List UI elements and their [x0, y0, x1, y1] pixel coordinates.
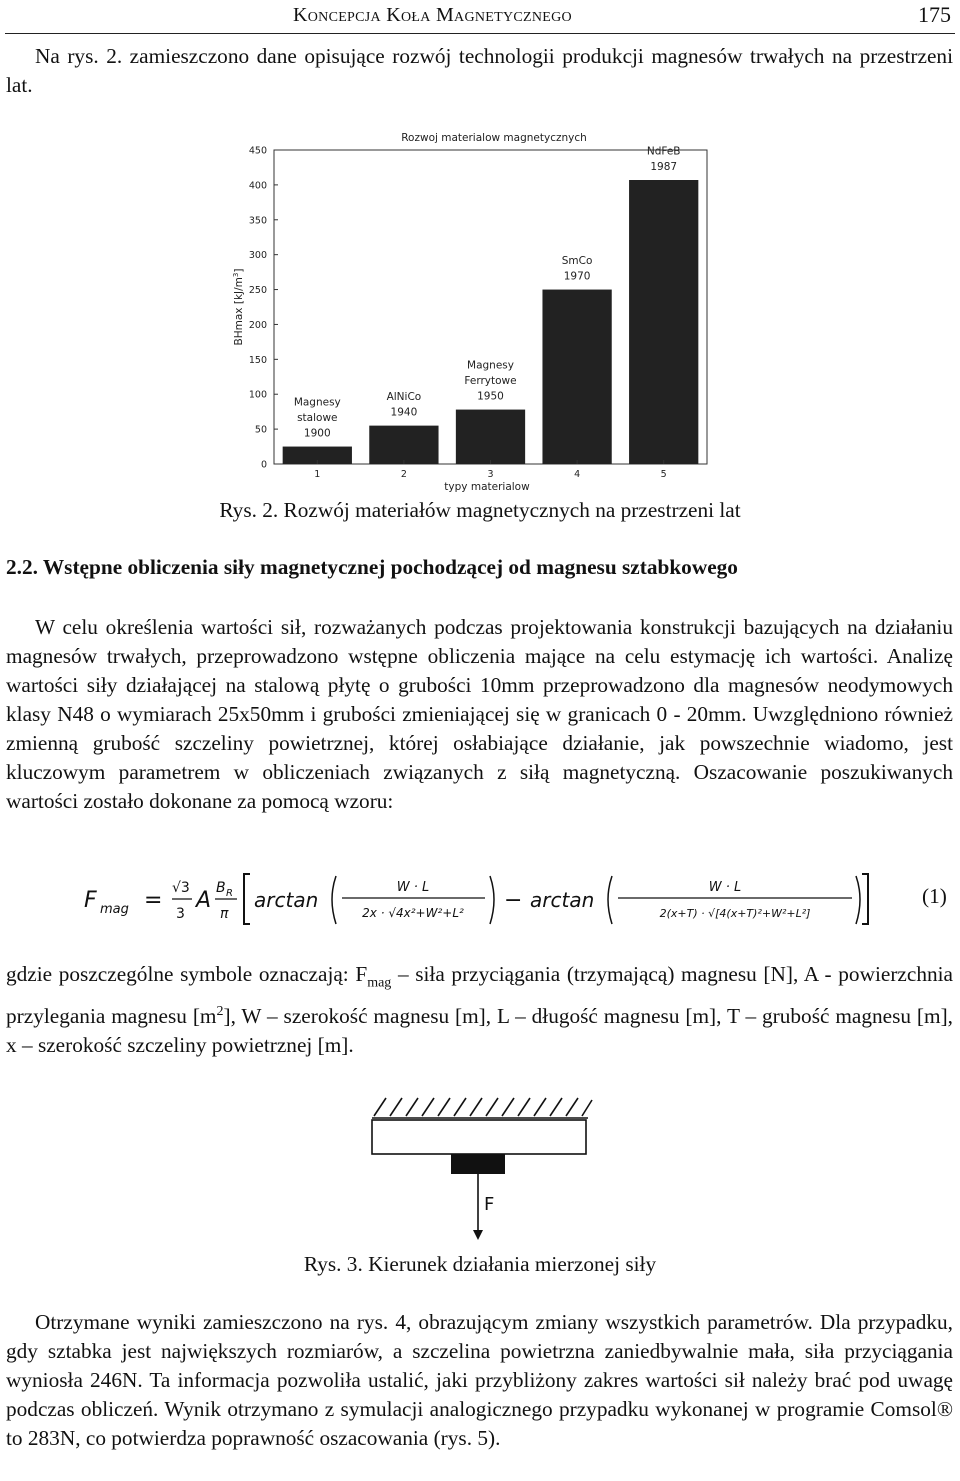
force-direction-diagram — [360, 1090, 600, 1250]
paragraph-symbols — [6, 960, 953, 1060]
eq-den-1: 2x · √4x²+W²+L² — [362, 906, 464, 920]
eq-Br: B — [216, 880, 226, 896]
y-tick-label: 300 — [248, 250, 267, 262]
symbols-sub: mag — [367, 975, 392, 991]
figure-2-caption: Rys. 2. Rozwój materiałów magnetycznych na przestrzeni lat — [219, 498, 741, 522]
force-arrow-head — [473, 1230, 483, 1240]
eq-paren-close-1 — [490, 876, 494, 924]
symbols-sup: 2 — [216, 1004, 224, 1020]
eq-left-bracket — [244, 874, 250, 924]
x-tick-label: 5 — [660, 469, 667, 480]
y-axis-label-sup: 3 — [232, 272, 240, 278]
bar-label: Magnesy — [293, 396, 341, 409]
eq-den-2: 2(x+T) · √[4(x+T)²+W²+L²] — [659, 907, 811, 920]
bar-label: 1940 — [390, 406, 418, 419]
bar-label: Magnesy — [467, 359, 514, 372]
bar-label: 1950 — [477, 390, 504, 403]
eq-lhs-sub: mag — [100, 902, 129, 917]
paragraph-method: W celu określenia wartości sił, rozważanych podczas projektowania konstrukcji bazujących na działaniu magnesów trwałych, przeprowadzono wstępne obliczenia mające na celu estymację ich wartości. Analizę wartości siły działającej na stalową płytę o grubości 10mm przeprowadzono dla magnesów neodymowych klasy N48 o wymiarach 25x50mm i grubości zmieniającej się w granicach 0 - 20mm. Uwzględniono również zmienną grubość szczeliny powietrznej, której osłabiające działanie, jak powszechnie wiadomo, jest kluczowym parametrem w obliczeniach związanych z siłą magnetyczną. Oszacowanie poszukiwanych wartości zostało dokonane za pomocą wzoru: — [6, 615, 953, 813]
bar-label: NdFeB — [646, 145, 681, 158]
x-axis-label: typy materialow — [444, 481, 530, 493]
x-tick-label: 1 — [314, 469, 321, 480]
y-tick-label: 50 — [254, 424, 267, 436]
eq-arctan-2: arctan — [530, 888, 595, 912]
y-tick-label: 400 — [248, 180, 267, 192]
header-rule — [5, 33, 955, 34]
y-tick-label: 100 — [248, 389, 267, 401]
x-tick-label: 4 — [574, 469, 581, 480]
equation-number: (1) — [922, 884, 947, 908]
y-axis-label-text: BHmax [kJ/m — [233, 277, 245, 346]
eq-Br-sub: R — [226, 888, 233, 899]
bar — [456, 410, 525, 464]
eq-num-2: W · L — [708, 880, 742, 895]
bar-label: AlNiCo — [386, 391, 422, 404]
force-label: F — [484, 1194, 495, 1215]
running-title: Koncepcja Koła Magnetycznego — [293, 4, 572, 26]
materials-bar-chart — [220, 125, 720, 497]
eq-minus: − — [504, 888, 523, 913]
bar-label: 1900 — [303, 427, 331, 440]
eq-right-bracket — [862, 874, 868, 924]
x-tick-label: 3 — [487, 469, 494, 480]
eq-sqrt3: √3 — [172, 880, 190, 896]
symbols-part-2: – siła przyciągania (trzymającą) magnesu [N], A - powierzchnia przylegania magnesu [m — [6, 962, 953, 1029]
eq-paren-open-2 — [608, 876, 612, 924]
steel-plate — [372, 1120, 586, 1154]
page-header — [0, 2, 960, 34]
bar-label: SmCo — [561, 255, 593, 268]
eq-three: 3 — [176, 906, 185, 922]
y-tick-label: 350 — [248, 215, 267, 227]
eq-arctan-1: arctan — [254, 888, 319, 912]
eq-pi: π — [220, 906, 229, 922]
y-tick-label: 450 — [248, 145, 267, 157]
eq-A: A — [196, 888, 212, 913]
figure-3-caption: Rys. 3. Kierunek działania mierzonej siły — [303, 1252, 657, 1276]
section-heading: 2.2. Wstępne obliczenia siły magnetycznej pochodzącej od magnesu sztabkowego — [6, 555, 738, 579]
eq-paren-close-2 — [856, 876, 860, 924]
force-equation — [80, 862, 880, 934]
eq-lhs: F — [84, 888, 97, 913]
bar — [542, 290, 611, 464]
eq-equals: = — [144, 888, 163, 913]
y-tick-label: 200 — [248, 319, 267, 331]
bar — [369, 426, 438, 464]
y-tick-label: 150 — [248, 354, 267, 366]
eq-paren-open-1 — [332, 876, 336, 924]
paragraph-results: Otrzymane wyniki zamieszczono na rys. 4, obrazującym zmiany wszystkich parametrów. Dla przypadku, gdy sztabka jest największych rozmiarów, a szczelina powietrzna zaniedbywalnie mała, siła przyciągania wyniosła 246N. Ta informacja pozwoliła ustalić, jaki przybliżony zakres wartości sił należy brać pod uwagę podczas obliczeń. Wynik otrzymano z symulacji analogicznego przypadku wykonanej w programie Comsol® to 283N, co potwierdza poprawność oszacowania (rys. 5). — [6, 1310, 953, 1450]
eq-num-1: W · L — [396, 880, 430, 895]
y-tick-label: 0 — [260, 459, 267, 471]
symbols-part-3: ], W – szerokość magnesu [m], L – długość magnesu [m], T – grubość magnesu [m], x – szerokość szczeliny powietrznej [m]. — [6, 1004, 953, 1058]
symbols-part-1: gdzie poszczególne symbole oznaczają: F — [6, 962, 368, 986]
bar-label: stalowe — [297, 412, 338, 425]
page-number: 175 — [918, 2, 951, 27]
bar — [629, 180, 698, 464]
y-axis-label-end: ] — [233, 268, 245, 273]
x-tick-label: 2 — [400, 469, 407, 480]
bar-label: 1970 — [563, 270, 591, 283]
bar-label: Ferrytowe — [464, 375, 517, 388]
intro-paragraph: Na rys. 2. zamieszczono dane opisujące rozwój technologii produkcji magnesów trwałych na przestrzeni lat. — [6, 44, 953, 97]
magnet-block — [451, 1154, 505, 1174]
chart-title: Rozwoj materialow magnetycznych — [401, 132, 587, 144]
fixed-support-hatching — [372, 1098, 592, 1118]
y-axis-label — [232, 269, 245, 346]
y-tick-label: 250 — [248, 285, 267, 297]
bar-label: 1987 — [650, 161, 678, 174]
